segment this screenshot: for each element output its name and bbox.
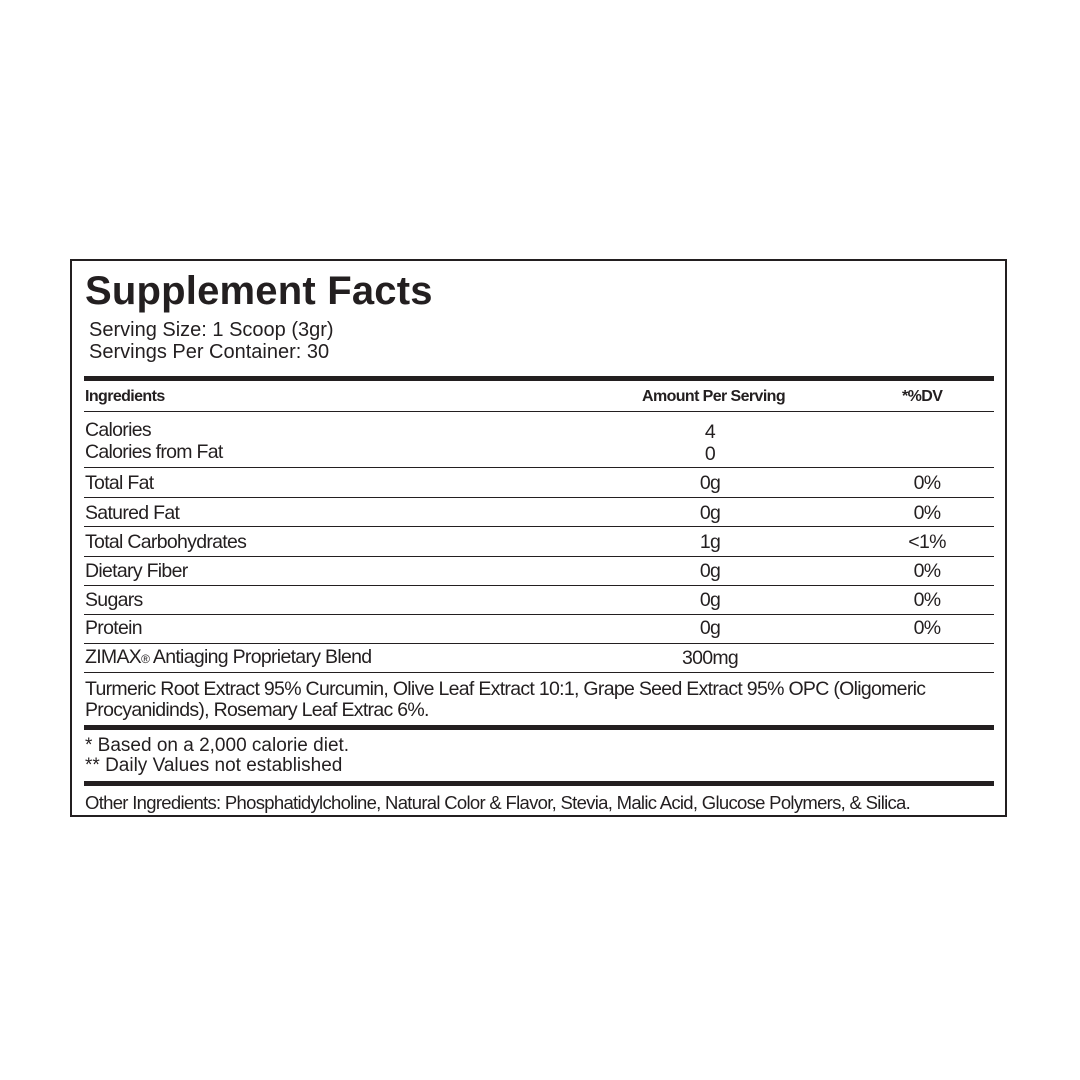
footnote-daily-values: ** Daily Values not established <box>85 755 343 776</box>
row-sugars-amount: 0g <box>699 589 721 611</box>
divider-other <box>84 781 994 786</box>
row-divider <box>84 556 994 557</box>
row-total-carbs-dv: <1% <box>908 531 946 553</box>
row-blend-name <box>85 647 371 668</box>
divider-top <box>84 376 994 381</box>
row-divider <box>84 643 994 644</box>
blend-ingredients: Turmeric Root Extract 95% Curcumin, Olive Leaf Extract 10:1, Grape Seed Extract 95% OPC (Oligomeric Procyanidinds), Rosemary Leaf Extrac 6%. <box>85 678 926 721</box>
row-total-fat-name: Total Fat <box>85 472 154 494</box>
row-total-fat-amount: 0g <box>699 472 721 494</box>
row-sugars-name: Sugars <box>85 589 143 611</box>
divider-header <box>84 411 994 412</box>
row-blend-amount: 300mg <box>681 647 739 669</box>
row-calories-amount: 4 <box>704 421 716 443</box>
servings-per-container: Servings Per Container: 30 <box>89 341 330 363</box>
row-calories-name: Calories <box>85 419 151 441</box>
row-total-carbs-amount: 1g <box>699 531 721 553</box>
blend-label: Antiaging Proprietary Blend <box>149 646 372 668</box>
footnote-calorie-diet: * Based on a 2,000 calorie diet. <box>85 735 350 756</box>
registered-mark: ® <box>141 652 150 666</box>
header-ingredients: Ingredients <box>85 388 165 405</box>
row-dietary-fiber-amount: 0g <box>699 560 721 582</box>
other-ingredients: Other Ingredients: Phosphatidylcholine, Natural Color & Flavor, Stevia, Malic Acid, Glucose Polymers, & Silica. <box>85 792 911 813</box>
row-protein-name: Protein <box>85 617 142 639</box>
row-sugars-dv: 0% <box>913 589 941 611</box>
row-divider <box>84 672 994 673</box>
row-dietary-fiber-name: Dietary Fiber <box>85 560 188 582</box>
row-protein-amount: 0g <box>699 617 721 639</box>
row-total-fat-dv: 0% <box>913 472 941 494</box>
row-divider <box>84 526 994 527</box>
row-satured-fat-name: Satured Fat <box>85 502 180 524</box>
row-protein-dv: 0% <box>913 617 941 639</box>
panel-title: Supplement Facts <box>85 269 433 313</box>
row-divider <box>84 497 994 498</box>
serving-size: Serving Size: 1 Scoop (3gr) <box>89 319 334 341</box>
row-calories-fat-amount: 0 <box>704 443 716 465</box>
row-divider <box>84 467 994 468</box>
row-dietary-fiber-dv: 0% <box>913 560 941 582</box>
blend-brand: ZIMAX <box>85 646 142 668</box>
row-satured-fat-dv: 0% <box>913 502 941 524</box>
row-divider <box>84 614 994 615</box>
row-total-carbs-name: Total Carbohydrates <box>85 531 247 553</box>
header-amount: Amount Per Serving <box>642 388 786 405</box>
header-dv: *%DV <box>902 388 943 405</box>
row-satured-fat-amount: 0g <box>699 502 721 524</box>
supplement-facts-panel <box>70 259 1007 817</box>
divider-footnotes <box>84 725 994 730</box>
row-calories-fat-name: Calories from Fat <box>85 441 223 463</box>
row-divider <box>84 585 994 586</box>
